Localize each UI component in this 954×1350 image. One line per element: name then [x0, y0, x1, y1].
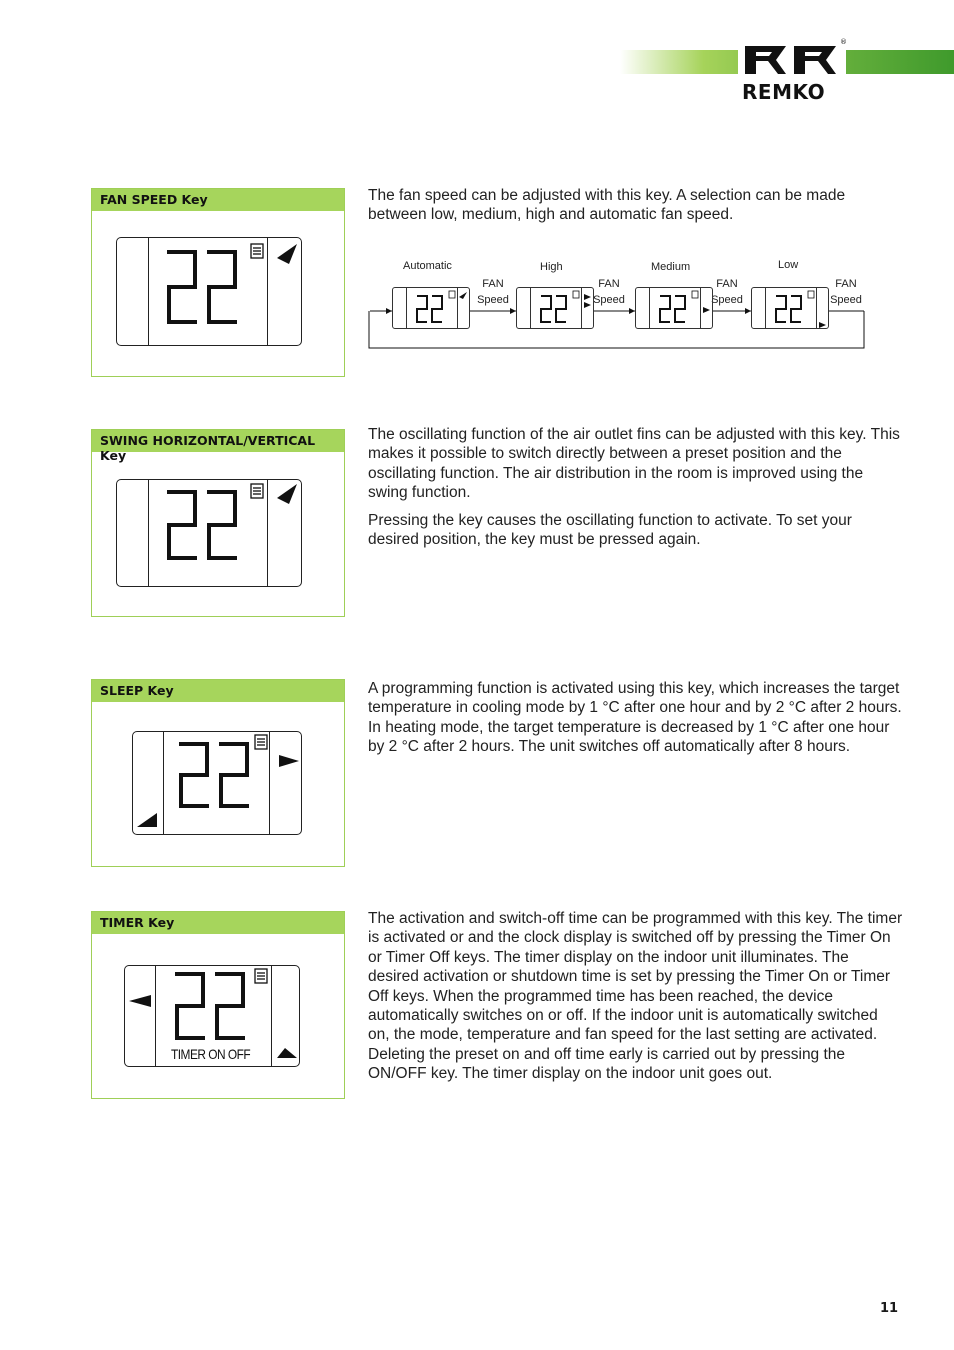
panel-title: TIMER Key	[92, 912, 344, 934]
registered-mark: ®	[840, 38, 847, 46]
page-number: 11	[880, 1301, 899, 1316]
lcd-display	[116, 479, 302, 587]
panel-title: SWING HORIZONTAL/VERTICAL Key	[92, 430, 344, 452]
swing-panel	[91, 429, 345, 617]
timer-description	[368, 909, 903, 1084]
remko-logo	[738, 38, 846, 104]
timer-arrow-icon	[129, 995, 151, 1007]
lcd-digits	[117, 480, 303, 588]
sleep-arrow-icon	[137, 813, 157, 827]
timer-caption: TIMER ON OFF	[171, 1046, 251, 1062]
lcd-display	[124, 965, 300, 1067]
step-label-automatic: Automatic	[403, 260, 452, 272]
panel-title: SLEEP Key	[92, 680, 344, 702]
step-label-medium: Medium	[651, 261, 691, 273]
lcd-display	[132, 731, 302, 835]
fan-icon	[255, 969, 267, 983]
fan-speed-panel	[91, 188, 345, 377]
swing-description	[368, 425, 903, 549]
fan-speed-description	[368, 186, 903, 225]
paragraph: A programming function is activated using this key, which increases the target temperature in cooling mode by 1 °C after one hour and by 2 °C after 2 hours. In heating mode, the target temperature is decreased by 1 °C after one hour by 2 °C after 2 hours. The unit switches off automatically after 8 hours.	[368, 680, 902, 756]
fan-speed-arrow-icon	[277, 244, 297, 264]
sleep-panel	[91, 679, 345, 867]
brand-name: REMKO	[742, 80, 826, 104]
paragraph: The oscillating function of the air outlet fins can be adjusted with this key. This makes it possible to switch directly between a preset position and the oscillating function. The air distribution in the room is improved using the swing function.	[368, 426, 900, 502]
sequence-arrows	[368, 255, 868, 355]
panel-title: FAN SPEED Key	[92, 189, 344, 211]
swing-arrow-icon	[277, 484, 297, 504]
transition-label: FAN Speed	[477, 278, 509, 306]
paragraph: The fan speed can be adjusted with this key. A selection can be made between low, medium, high and automatic fan speed.	[368, 187, 846, 224]
lcd-digits	[133, 732, 303, 836]
corner-arrow-icon	[277, 1048, 297, 1058]
lcd-digits	[117, 238, 303, 347]
step-label-high: High	[540, 261, 563, 273]
fan-icon	[255, 735, 267, 749]
fan-icon	[251, 484, 263, 498]
fan-icon	[251, 244, 263, 258]
transition-label: FAN Speed	[711, 278, 743, 306]
lcd-display	[116, 237, 302, 346]
play-arrow-icon	[279, 755, 299, 767]
remko-logo-mark	[742, 42, 842, 78]
step-label-low: Low	[778, 259, 799, 271]
fan-speed-sequence-diagram	[368, 255, 868, 355]
paragraph: The activation and switch-off time can be programmed with this key. The timer is activated or and the clock display is switched off by pressing the Timer On or Timer Off keys. The timer display on the indoor unit illuminates. The desired activation or shutdown time is set by pressing the Timer On or Timer Off keys. When the programmed time has been reached, the device automatically switches on or off. If the indoor unit is automatically switched on, the mode, temperature and fan speed for the last setting are activated. Deleting the preset on and off time early is carried out by pressing the ON/OFF key. The timer display on the indoor unit goes out.	[368, 910, 903, 1083]
paragraph: Pressing the key causes the oscillating function to activate. To set your desired position, the key must be pressed again.	[368, 511, 852, 549]
sleep-description	[368, 679, 903, 757]
transition-label: FAN Speed	[593, 278, 625, 306]
transition-label: FAN Speed	[830, 278, 862, 306]
timer-panel	[91, 911, 345, 1099]
